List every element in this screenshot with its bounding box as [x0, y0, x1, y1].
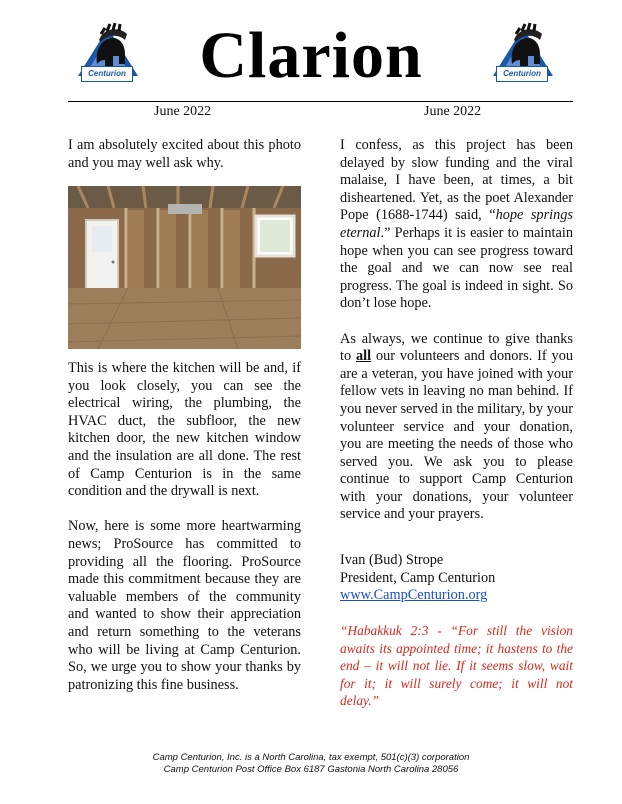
footer-address-line: Camp Centurion Post Office Box 6187 Gastonia North Carolina 28056: [163, 764, 459, 775]
hope-paragraph: [340, 137, 573, 313]
thanks-paragraph: [340, 331, 573, 525]
kitchen-construction-photo: [68, 186, 301, 349]
issue-date-left: June 2022: [154, 104, 212, 119]
logo-caption: Centurion: [496, 66, 548, 82]
hope-text-end: .” Perhaps it is easier to maintain hope when you can see progress toward the goal and we can now see real progress. The goal is indeed in sight. So don’t lose hope.: [340, 224, 573, 312]
pope-quote: hope springs eternal: [340, 207, 573, 241]
logo-caption: Centurion: [81, 66, 133, 82]
footer-legal-line: Camp Centurion, Inc. is a North Carolina, tax exempt, 501(c)(3) corporation: [152, 752, 470, 763]
emphasis-all: all: [356, 348, 372, 365]
kitchen-paragraph: This is where the kitchen will be and, if you look closely, you can see the electrical wiring, the plumbing, the HVAC duct, the subfloor, the new kitchen door, the new kitchen window and the insulation are all done. The rest of Camp Centurion is in the same condition and the drywall is next.: [68, 360, 301, 500]
signer-name: Ivan (Bud) Strope: [340, 552, 444, 568]
intro-paragraph: I am absolutely excited about this photo and you may well ask why.: [68, 137, 301, 171]
header-rule: [68, 101, 573, 102]
habakkuk-quote: “Habakkuk 2:3 - “For still the vision awaits its appointed time; it hastens to the end – it will not lie. If it seems slow, wait for it; it will surely come; it will not delay.”: [340, 623, 573, 709]
left-column-intro: [68, 137, 301, 190]
hope-text-start: I confess, as this project has been delayed by slow funding and the viral malaise, I have been, at times, a bit disheartened. Yet, as the poet Alexander Pope (1688-1744) said, “: [340, 137, 573, 224]
website-link[interactable]: www.CampCenturion.org: [340, 587, 488, 604]
signature-block: [340, 552, 573, 605]
thanks-text-start: As always, we continue to give thanks to: [340, 330, 573, 365]
right-column-body: [340, 137, 573, 542]
signer-role: President, Camp Centurion: [340, 569, 496, 586]
newsletter-title: Clarion: [199, 19, 423, 92]
left-column-body: [68, 360, 301, 712]
prosource-paragraph: Now, here is some more heartwarming news; ProSource has committed to providing all the flooring. ProSource made this commitment because they are valuable members of the community and wanted to show their appreciation and return something to the veterans who will be living at Camp Centurion. So, we urge you to show your thanks by patronizing this fine business.: [68, 518, 301, 693]
thanks-text-end: our volunteers and donors. If you are a veteran, you have joined with your fellow vets in leaving no man behind. If you never served in the military, by your volunteer service and your donation, you are meeting the needs of those who served you. We ask you to please continue to support Camp Centurion with your donations, your volunteer service and your prayers.: [340, 348, 573, 523]
issue-date-right: June 2022: [424, 104, 482, 119]
